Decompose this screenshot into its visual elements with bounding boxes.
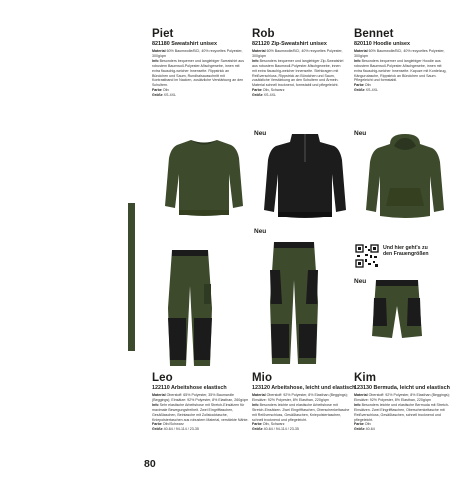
- pants-mio-image: [262, 240, 326, 366]
- product-piet-info: [152, 28, 246, 98]
- product-description: Material Oberstoff: 65% Polyester, 35% Baumwolle (Beggings); Einsätze: 92% Polyester, 8% Elasthan, 260g/qm Info Sehr elastische Arbeitshose mit Stretch-Einsätzen für maximale Bewegungsfreiheit. Zwei Eingrifftaschen, Gesäßtaschen, Beintasche mit Zollstocktasche, Kniepolstertaschen aus robustem Material, verstärkte Nähte. Farbe Oliv/Schwarz Größe 40-64 / 94-114 / 23-35: [152, 393, 249, 432]
- zip-sweatshirt-rob-image: [262, 132, 348, 222]
- sidebar-color-strip: [128, 203, 135, 351]
- new-badge: Neu: [354, 130, 367, 137]
- product-rob-info: [252, 28, 346, 98]
- new-badge: Neu: [254, 130, 267, 137]
- product-kim-info: [354, 372, 454, 432]
- new-badge: Neu: [354, 278, 367, 285]
- product-subtitle: 122110 Arbeitshose elastisch: [152, 385, 227, 391]
- product-subtitle: 820110 Hoodie unisex: [354, 41, 411, 47]
- qr-code-icon[interactable]: [355, 244, 379, 268]
- page-number: 80: [144, 458, 156, 470]
- product-subtitle: 821120 Zip-Sweatshirt unisex: [252, 41, 327, 47]
- product-name: Piet: [152, 28, 174, 40]
- product-subtitle: 123120 Arbeitshose, leicht und elastisch: [252, 385, 356, 391]
- product-description: Material 60% Baumwolle/BCI, 40% recyceltes Polyester, 300g/qm Info Besonders bequemer und langlebiger Hoodie aus robustem Baumwoll-Polyester-Mischgewebe, innen mit extra flauschig-weicher Innenseite. Kapuze mit Kordelzug, Kängurutasche, Rippstrick an Bündchen und Saum. Pflegeleicht und formstabil. Farbe Oliv Größe XS-4XL: [354, 49, 447, 93]
- product-description: Material 60% Baumwolle/BCI, 40% recyceltes Polyester, 300g/qm Info Besonders bequemer und langlebiger Zip-Sweatshirt aus robustem Baumwoll-Polyester-Mischgewebe, innen mit extra flauschig-weicher Innenseite. Stehkragen mit Reißverschluss, Rippstrick an Bündchen und Saum, zusätzliche Verstärkung an den Schultern und Ärmeln. Material schnell trocknend, formstabil und pflegeleicht. Farbe Oliv, Schwarz Größe XS-4XL: [252, 49, 344, 98]
- product-bennet-info: [354, 28, 448, 93]
- sweatshirt-piet-image: [163, 136, 245, 220]
- product-name: Mio: [252, 372, 273, 384]
- product-name: Leo: [152, 372, 173, 384]
- product-name: Bennet: [354, 28, 394, 40]
- qr-hint: Und hier geht's zu den Frauengrößen: [383, 245, 429, 258]
- product-description: Material Oberstoff: 92% Polyester, 8% Elasthan (Beggings); Einsätze: 92% Polyester, 8% Elasthan, 220g/qm Info Besonders leichte und elastische Arbeitshose mit Stretch-Einsätzen. Zwei Eingrifftaschen, Oberschenkeltasche mit Reißverschluss, Gesäßtaschen, Kniepolstertaschen, schnell trocknend und pflegeleicht. Farbe Oliv, Schwarz Größe 40-64 / 94-114 / 23-35: [252, 393, 350, 432]
- pants-leo-image: [160, 248, 220, 368]
- product-mio-info: [252, 372, 356, 432]
- product-name: Rob: [252, 28, 275, 40]
- hoodie-bennet-image: [364, 134, 446, 220]
- product-description: Material 60% Baumwolle/BCI, 40% recyceltes Polyester, 300g/qm Info Besonders bequemer und langlebiger Sweatshirt aus robustem Baumwoll-Polyester-Mischgewebe, innen mit extra flauschig-weicher Innenseite. Rippstrick an Bündchen und Saum, Rundhalsausschnitt mit Kontrastband im Nacken, zusätzliche Verstärkung an den Schultern. Farbe Oliv Größe XS-4XL: [152, 49, 245, 98]
- product-subtitle: 123130 Bermuda, leicht und elastisch: [354, 385, 450, 391]
- product-name: Kim: [354, 372, 377, 384]
- product-description: Material Oberstoff: 92% Polyester, 8% Elasthan (Beggings); Einsätze: 92% Polyester, 8% Elasthan, 220g/qm Info Besonders leichte und elastische Bermuda mit Stretch-Einsätzen. Zwei Eingrifftaschen, Oberschenkeltasche mit Reißverschluss, Gesäßtaschen, schnell trocknend und pflegeleicht. Farbe Oliv Größe 40-64: [354, 393, 450, 432]
- bermuda-kim-image: [370, 278, 424, 344]
- new-badge: Neu: [254, 228, 267, 235]
- product-subtitle: 821180 Sweatshirt unisex: [152, 41, 218, 47]
- product-leo-info: [152, 372, 250, 432]
